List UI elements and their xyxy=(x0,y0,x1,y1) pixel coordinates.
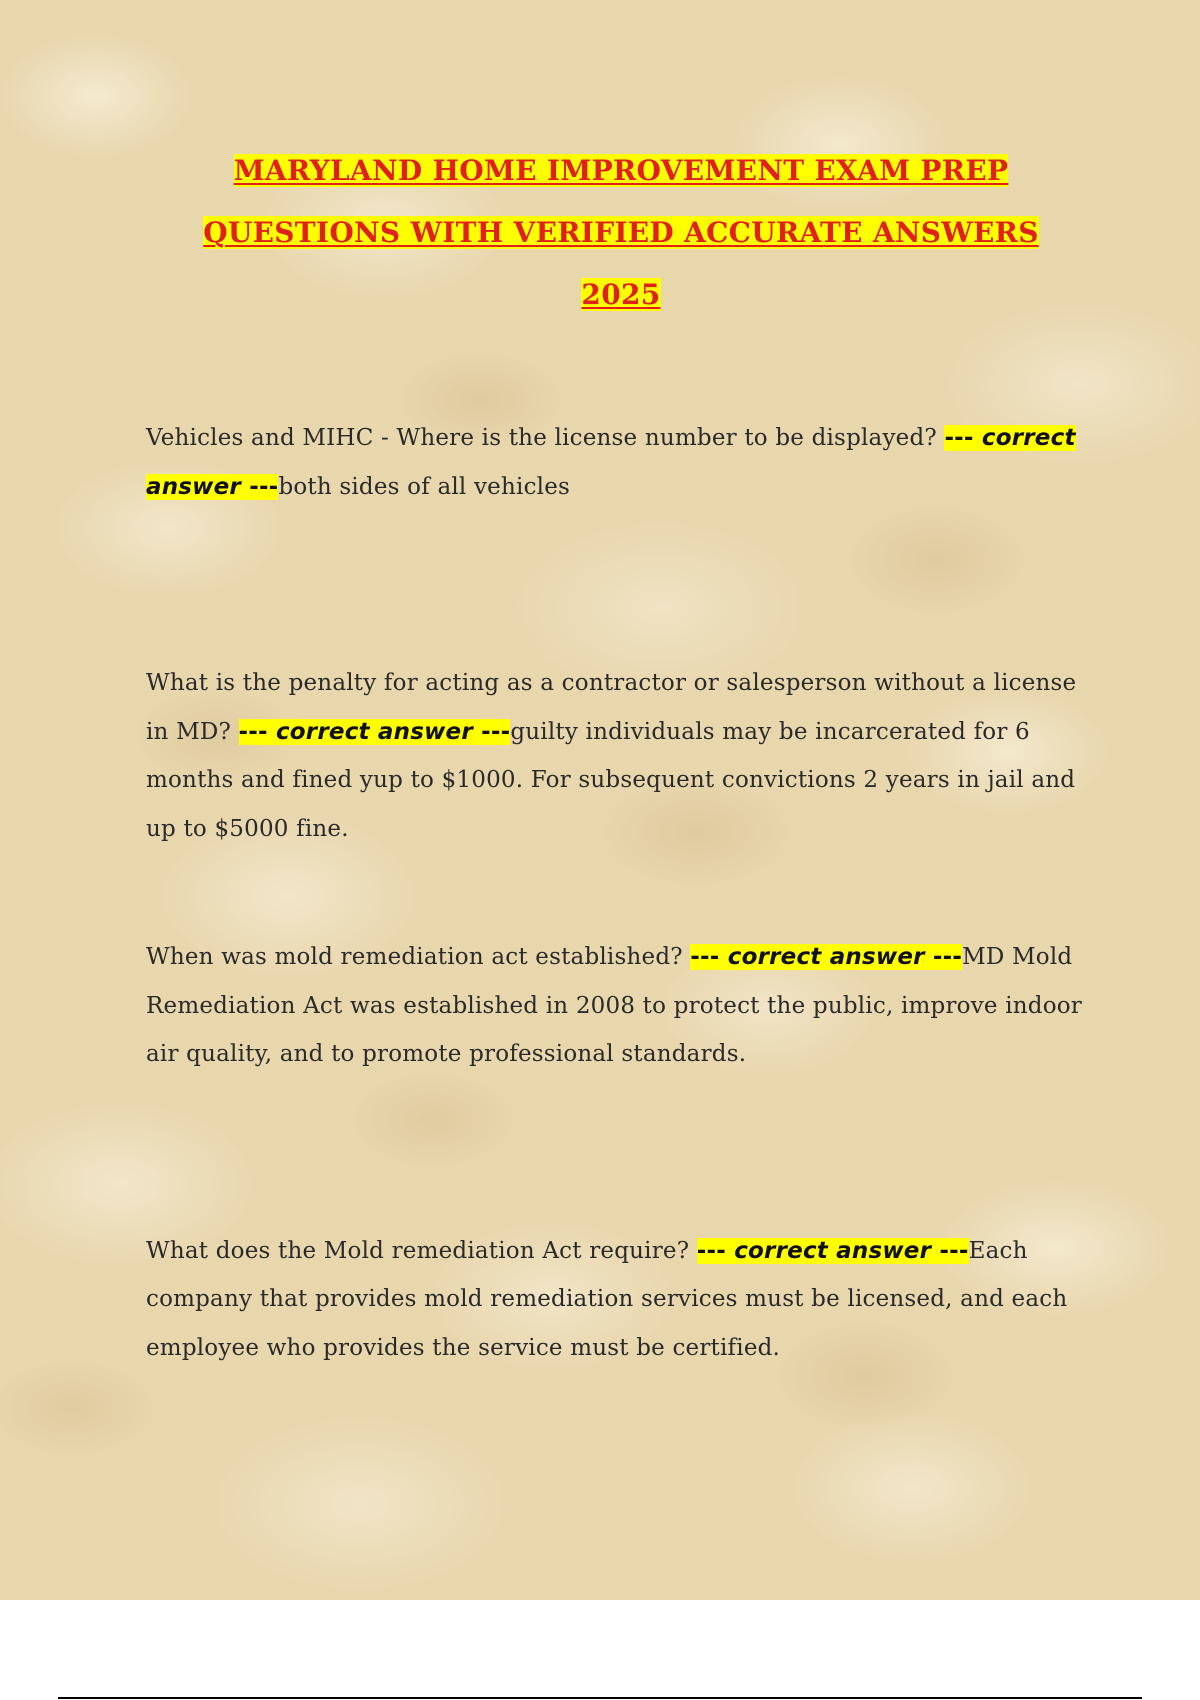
qa-item xyxy=(146,933,1096,1079)
answer-text: Each company that provides mold remediation services must be licensed, and each employee who provides the service must be certified. xyxy=(146,1237,1068,1361)
footer-divider xyxy=(58,1697,1142,1699)
question-text: When was mold remediation act established? xyxy=(146,944,691,970)
title-line-3: 2025 xyxy=(581,278,661,311)
question-text: What is the penalty for acting as a contractor or salesperson without a license in MD? xyxy=(146,670,1077,745)
marker-prefix: --- xyxy=(696,1237,735,1264)
document-body xyxy=(146,140,1096,1372)
marker-prefix: --- xyxy=(690,944,728,970)
answer-marker xyxy=(690,944,962,970)
title-line-1: MARYLAND HOME IMPROVEMENT EXAM PREP xyxy=(233,154,1009,187)
answer-marker xyxy=(239,719,511,745)
marker-label: correct answer xyxy=(734,1237,932,1264)
marker-label: correct answer xyxy=(146,425,1076,500)
answer-text: guilty individuals may be incarcerated for 6 months and fined yup to $1000. For subsequent convictions 2 years in jail and up to $5000 fine. xyxy=(146,718,1076,842)
answer-text: both sides of all vehicles xyxy=(278,473,571,500)
qa-item xyxy=(146,659,1096,853)
marker-suffix: --- xyxy=(931,1237,969,1264)
document-title xyxy=(146,140,1096,326)
marker-suffix: --- xyxy=(240,473,279,500)
marker-prefix: --- xyxy=(238,718,276,745)
answer-marker xyxy=(697,1238,969,1264)
marker-suffix: --- xyxy=(472,718,511,745)
question-text: Vehicles and MIHC - Where is the license number to be displayed? xyxy=(146,425,945,451)
marker-label: correct answer xyxy=(275,718,473,745)
question-text: What does the Mold remediation Act require? xyxy=(146,1237,697,1264)
answer-text: MD Mold Remediation Act was established in 2008 to protect the public, improve indoor air quality, and to promote professional standards. xyxy=(146,944,1082,1067)
title-line-2: QUESTIONS WITH VERIFIED ACCURATE ANSWERS xyxy=(203,216,1039,249)
marker-label: correct answer xyxy=(727,944,925,970)
qa-item xyxy=(146,1227,1096,1373)
marker-suffix: --- xyxy=(924,944,963,970)
qa-item xyxy=(146,414,1096,511)
marker-prefix: --- xyxy=(944,425,982,451)
